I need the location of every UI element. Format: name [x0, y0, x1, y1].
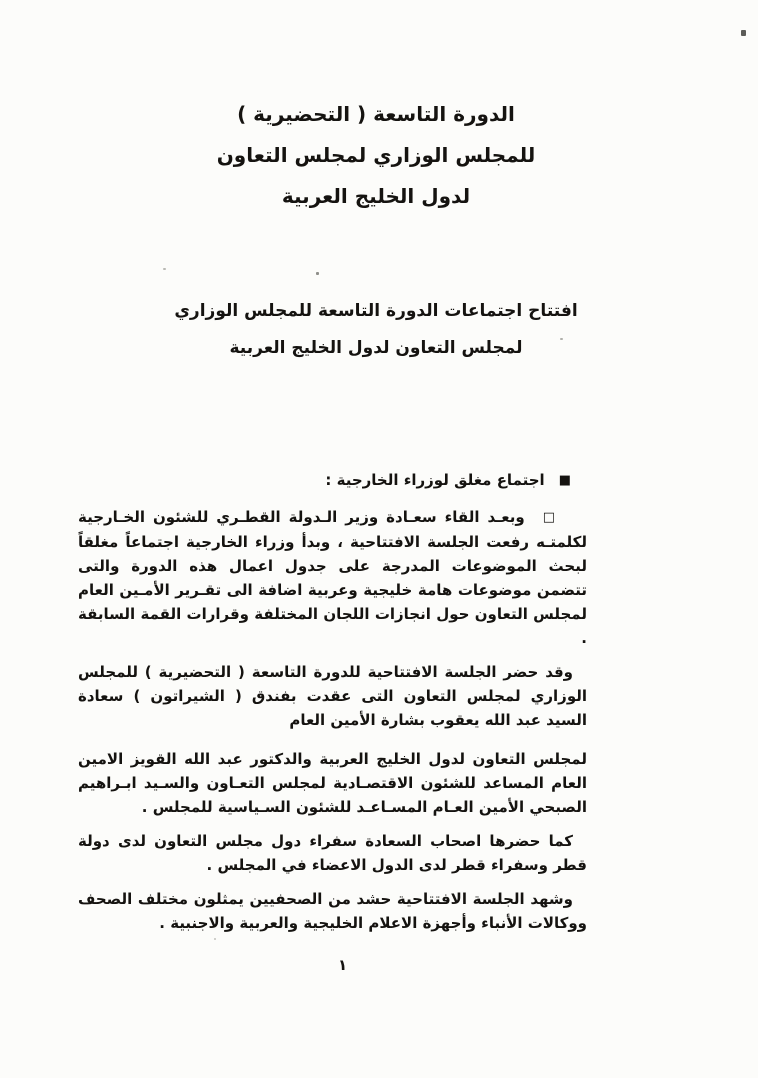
- title-line: لدول الخليج العربية: [281, 184, 471, 208]
- document-subtitle: [0, 293, 752, 367]
- paragraph-text: لمجلس التعاون لدول الخليج العربية والدكتور عبد الله القويز الامين العام المساعد للشئون الاقتصـادية لمجلس التعـاون والسـيد ابـراهيم الصبحي الأمين العـام المسـاعـد للشئون السـياسية للمجلس .: [78, 750, 587, 816]
- paragraph: [78, 505, 587, 650]
- open-square-icon: □: [542, 510, 555, 525]
- page-number: ١: [338, 956, 348, 974]
- scan-speck: [560, 338, 563, 340]
- paragraph: [78, 747, 587, 819]
- scan-speck: [163, 268, 166, 270]
- document-title: [0, 94, 752, 217]
- section-heading: [78, 470, 587, 491]
- title-line: للمجلس الوزاري لمجلس التعاون: [216, 143, 536, 167]
- paragraph: [78, 887, 587, 935]
- paragraph-text: كما حضرها اصحاب السعادة سفراء دول مجلس التعاون لدى دولة قطر وسفراء قطر لدى الدول الاعضاء في المجلس .: [78, 832, 587, 874]
- section-heading-text: اجتماع مغلق لوزراء الخارجية :: [325, 471, 545, 489]
- document-body: [78, 470, 587, 945]
- subtitle-line: افتتاح اجتماعات الدورة التاسعة للمجلس الوزاري: [174, 301, 578, 321]
- filled-square-icon: ■: [558, 473, 571, 488]
- paragraph-text: وقد حضر الجلسة الافتتاحية للدورة التاسعة ( التحضيرية ) للمجلس الوزاري لمجلس التعاون التى عقدت بفندق ( الشيراتون ) سعادة السيد عبد الله يعقوب بشارة الأمين العام: [78, 663, 587, 729]
- scan-speck: [741, 30, 746, 36]
- scan-speck: [316, 272, 319, 275]
- paragraph: [78, 829, 587, 877]
- subtitle-line: لمجلس التعاون لدول الخليج العربية: [229, 338, 523, 358]
- title-line: الدورة التاسعة ( التحضيرية ): [237, 102, 515, 126]
- paragraph: [78, 660, 587, 732]
- paragraph-text: وبعـد القاء سعـادة وزير الـدولة القطـري للشئون الخـارجية لكلمتـه رفعت الجلسة الافتتاحية ، وبدأ وزراء الخارجية اجتماعاً مغلقاً لبحث الموضوعات المدرجة على جدول اعمال هذه الدورة والتى تتضمن موضوعات هامة خليجية وعربية اضافة الى تقـرير الأمـين العام لمجلس التعاون حول انجازات اللجان المختلفة وقرارات القمة السابقة .: [78, 508, 587, 647]
- scan-speck: [214, 938, 216, 940]
- paragraph-text: وشهد الجلسة الافتتاحية حشد من الصحفيين يمثلون مختلف الصحف ووكالات الأنباء وأجهزة الاعلام الخليجية والعربية والاجنبية .: [78, 890, 587, 932]
